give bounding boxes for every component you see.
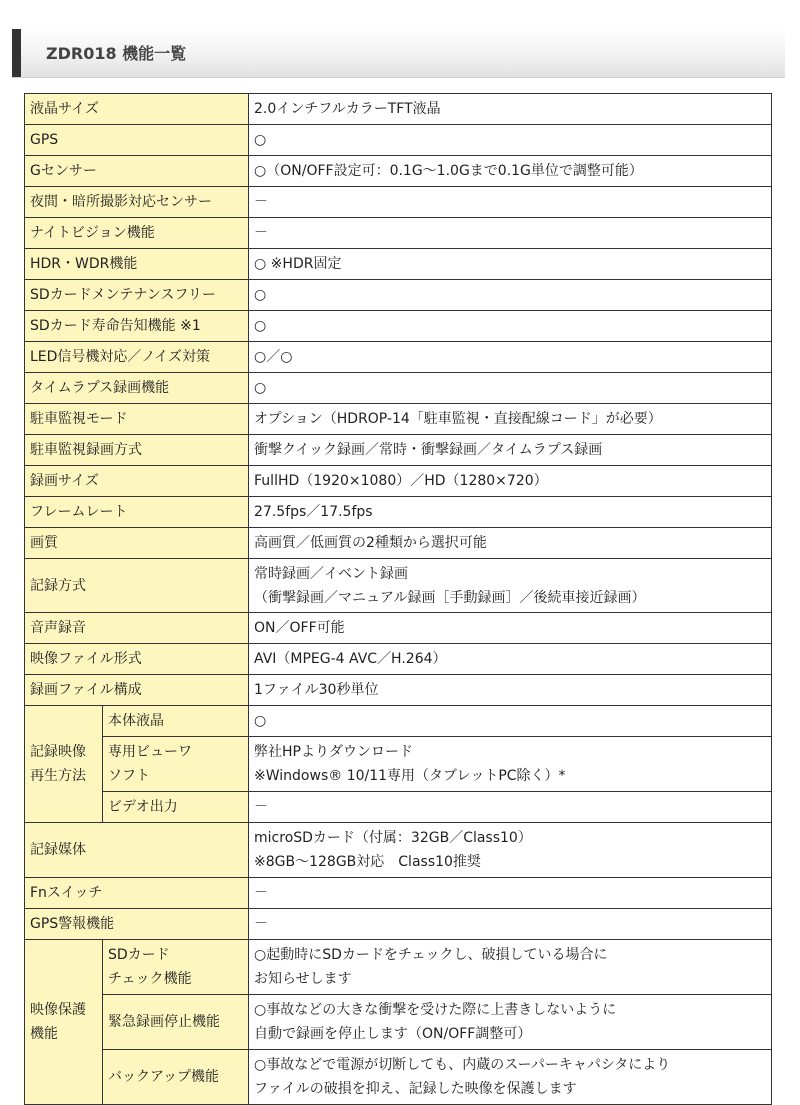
group-label-line: 再生方法 (30, 768, 86, 784)
value-line: （衝撃録画／マニュアル録画［手動録画］／後続車接近録画） (254, 589, 646, 606)
table-row (25, 156, 772, 187)
row-value: ○／○ (249, 342, 772, 373)
spec-table (24, 93, 772, 1105)
table-row (25, 909, 772, 940)
value-line: ○事故などで電源が切断しても、内蔵のスーパーキャパシタにより (254, 1057, 671, 1073)
row-value: － (249, 878, 772, 909)
row-value: － (249, 909, 772, 940)
row-label: フレームレート (25, 497, 249, 528)
table-row (25, 528, 772, 559)
table-row (25, 823, 772, 878)
table-row (25, 644, 772, 675)
value-line: お知らせします (254, 971, 352, 987)
value-line: ※8GB～128GB対応 Class10推奨 (254, 854, 481, 870)
value-line: ファイルの破損を抑え、記録した映像を保護します (254, 1081, 577, 1097)
row-label: 録画サイズ (25, 466, 249, 497)
table-row (25, 125, 772, 156)
table-row (25, 737, 772, 792)
row-label: 画質 (25, 528, 249, 559)
table-row (25, 559, 772, 613)
row-value: － (249, 187, 772, 218)
row-value: 高画質／低画質の2種類から選択可能 (249, 528, 772, 559)
group-label-line: 記録映像 (30, 744, 86, 760)
row-value: ○ (249, 311, 772, 342)
value-line: 常時録画／イベント録画 (254, 565, 409, 582)
row-label: 記録方式 (25, 559, 249, 613)
row-label: 記録媒体 (25, 823, 249, 878)
sub-label (103, 940, 249, 995)
table-row (25, 249, 772, 280)
value-line: ○起動時にSDカードをチェックし、破損している場合に (254, 947, 608, 963)
sub-label (103, 737, 249, 792)
page-title: ZDR018 機能一覧 (46, 44, 187, 63)
table-row (25, 1050, 772, 1105)
row-value (249, 823, 772, 878)
table-row (25, 435, 772, 466)
row-value: 1ファイル30秒単位 (249, 675, 772, 706)
sub-label: バックアップ機能 (103, 1050, 249, 1105)
table-row (25, 218, 772, 249)
row-value: ○ (249, 373, 772, 404)
row-label: ナイトビジョン機能 (25, 218, 249, 249)
table-row (25, 373, 772, 404)
row-value: ○ (249, 125, 772, 156)
group-label-line: 機能 (30, 1026, 58, 1042)
group-label-protection (25, 940, 103, 1105)
row-label: 夜間・暗所撮影対応センサー (25, 187, 249, 218)
row-label: SDカードメンテナンスフリー (25, 280, 249, 311)
row-value (249, 559, 772, 613)
row-label: 駐車監視モード (25, 404, 249, 435)
table-row (25, 280, 772, 311)
page-header (12, 29, 785, 78)
header-accent-bar (12, 29, 21, 77)
sub-label-line: 専用ビューワ (108, 744, 192, 760)
row-label: 映像ファイル形式 (25, 644, 249, 675)
table-row (25, 342, 772, 373)
sub-label-line: SDカード (108, 947, 170, 963)
row-value (249, 940, 772, 995)
table-row (25, 187, 772, 218)
value-line: 自動で録画を停止します（ON/OFF調整可） (254, 1026, 532, 1042)
row-value: 27.5fps／17.5fps (249, 497, 772, 528)
table-row (25, 675, 772, 706)
row-label: 駐車監視録画方式 (25, 435, 249, 466)
row-label: GPS警報機能 (25, 909, 249, 940)
row-label: Fnスイッチ (25, 878, 249, 909)
table-row (25, 497, 772, 528)
row-value: － (249, 792, 772, 823)
table-row (25, 613, 772, 644)
row-label: SDカード寿命告知機能 ※1 (25, 311, 249, 342)
table-row (25, 404, 772, 435)
row-value: ○ (249, 280, 772, 311)
row-label: 液晶サイズ (25, 94, 249, 125)
table-row (25, 995, 772, 1050)
row-value (249, 995, 772, 1050)
row-value: ON／OFF可能 (249, 613, 772, 644)
table-row (25, 940, 772, 995)
group-label-line: 映像保護 (30, 1002, 86, 1018)
value-line: ○事故などの大きな衝撃を受けた際に上書きしないように (254, 1002, 617, 1018)
table-row (25, 94, 772, 125)
row-label: Gセンサー (25, 156, 249, 187)
row-value: 衝撃クイック録画／常時・衝撃録画／タイムラプス録画 (249, 435, 772, 466)
row-value: ○ (249, 706, 772, 737)
sub-label-line: ソフト (108, 768, 150, 784)
row-value: － (249, 218, 772, 249)
row-label: 音声録音 (25, 613, 249, 644)
row-label: GPS (25, 125, 249, 156)
row-value: ○（ON/OFF設定可：0.1G～1.0Gまで0.1G単位で調整可能） (249, 156, 772, 187)
table-row (25, 706, 772, 737)
table-row (25, 792, 772, 823)
group-label-playback (25, 706, 103, 823)
row-value: 2.0インチフルカラーTFT液晶 (249, 94, 772, 125)
value-line: microSDカード（付属：32GB／Class10） (254, 830, 532, 846)
row-value (249, 1050, 772, 1105)
row-label: タイムラプス録画機能 (25, 373, 249, 404)
sub-label-line: チェック機能 (108, 971, 192, 987)
row-value: ○ ※HDR固定 (249, 249, 772, 280)
value-line: ※Windows® 10/11専用（タブレットPC除く）* (254, 768, 566, 784)
sub-label: 緊急録画停止機能 (103, 995, 249, 1050)
sub-label: 本体液晶 (103, 706, 249, 737)
table-row (25, 311, 772, 342)
row-value: AVI（MPEG-4 AVC／H.264） (249, 644, 772, 675)
row-label: HDR・WDR機能 (25, 249, 249, 280)
row-value: オプション（HDROP-14「駐車監視・直接配線コード」が必要） (249, 404, 772, 435)
value-line: 弊社HPよりダウンロード (254, 744, 413, 760)
row-label: LED信号機対応／ノイズ対策 (25, 342, 249, 373)
row-label: 録画ファイル構成 (25, 675, 249, 706)
row-value: FullHD（1920×1080）／HD（1280×720） (249, 466, 772, 497)
sub-label: ビデオ出力 (103, 792, 249, 823)
table-row (25, 878, 772, 909)
row-value (249, 737, 772, 792)
table-row (25, 466, 772, 497)
